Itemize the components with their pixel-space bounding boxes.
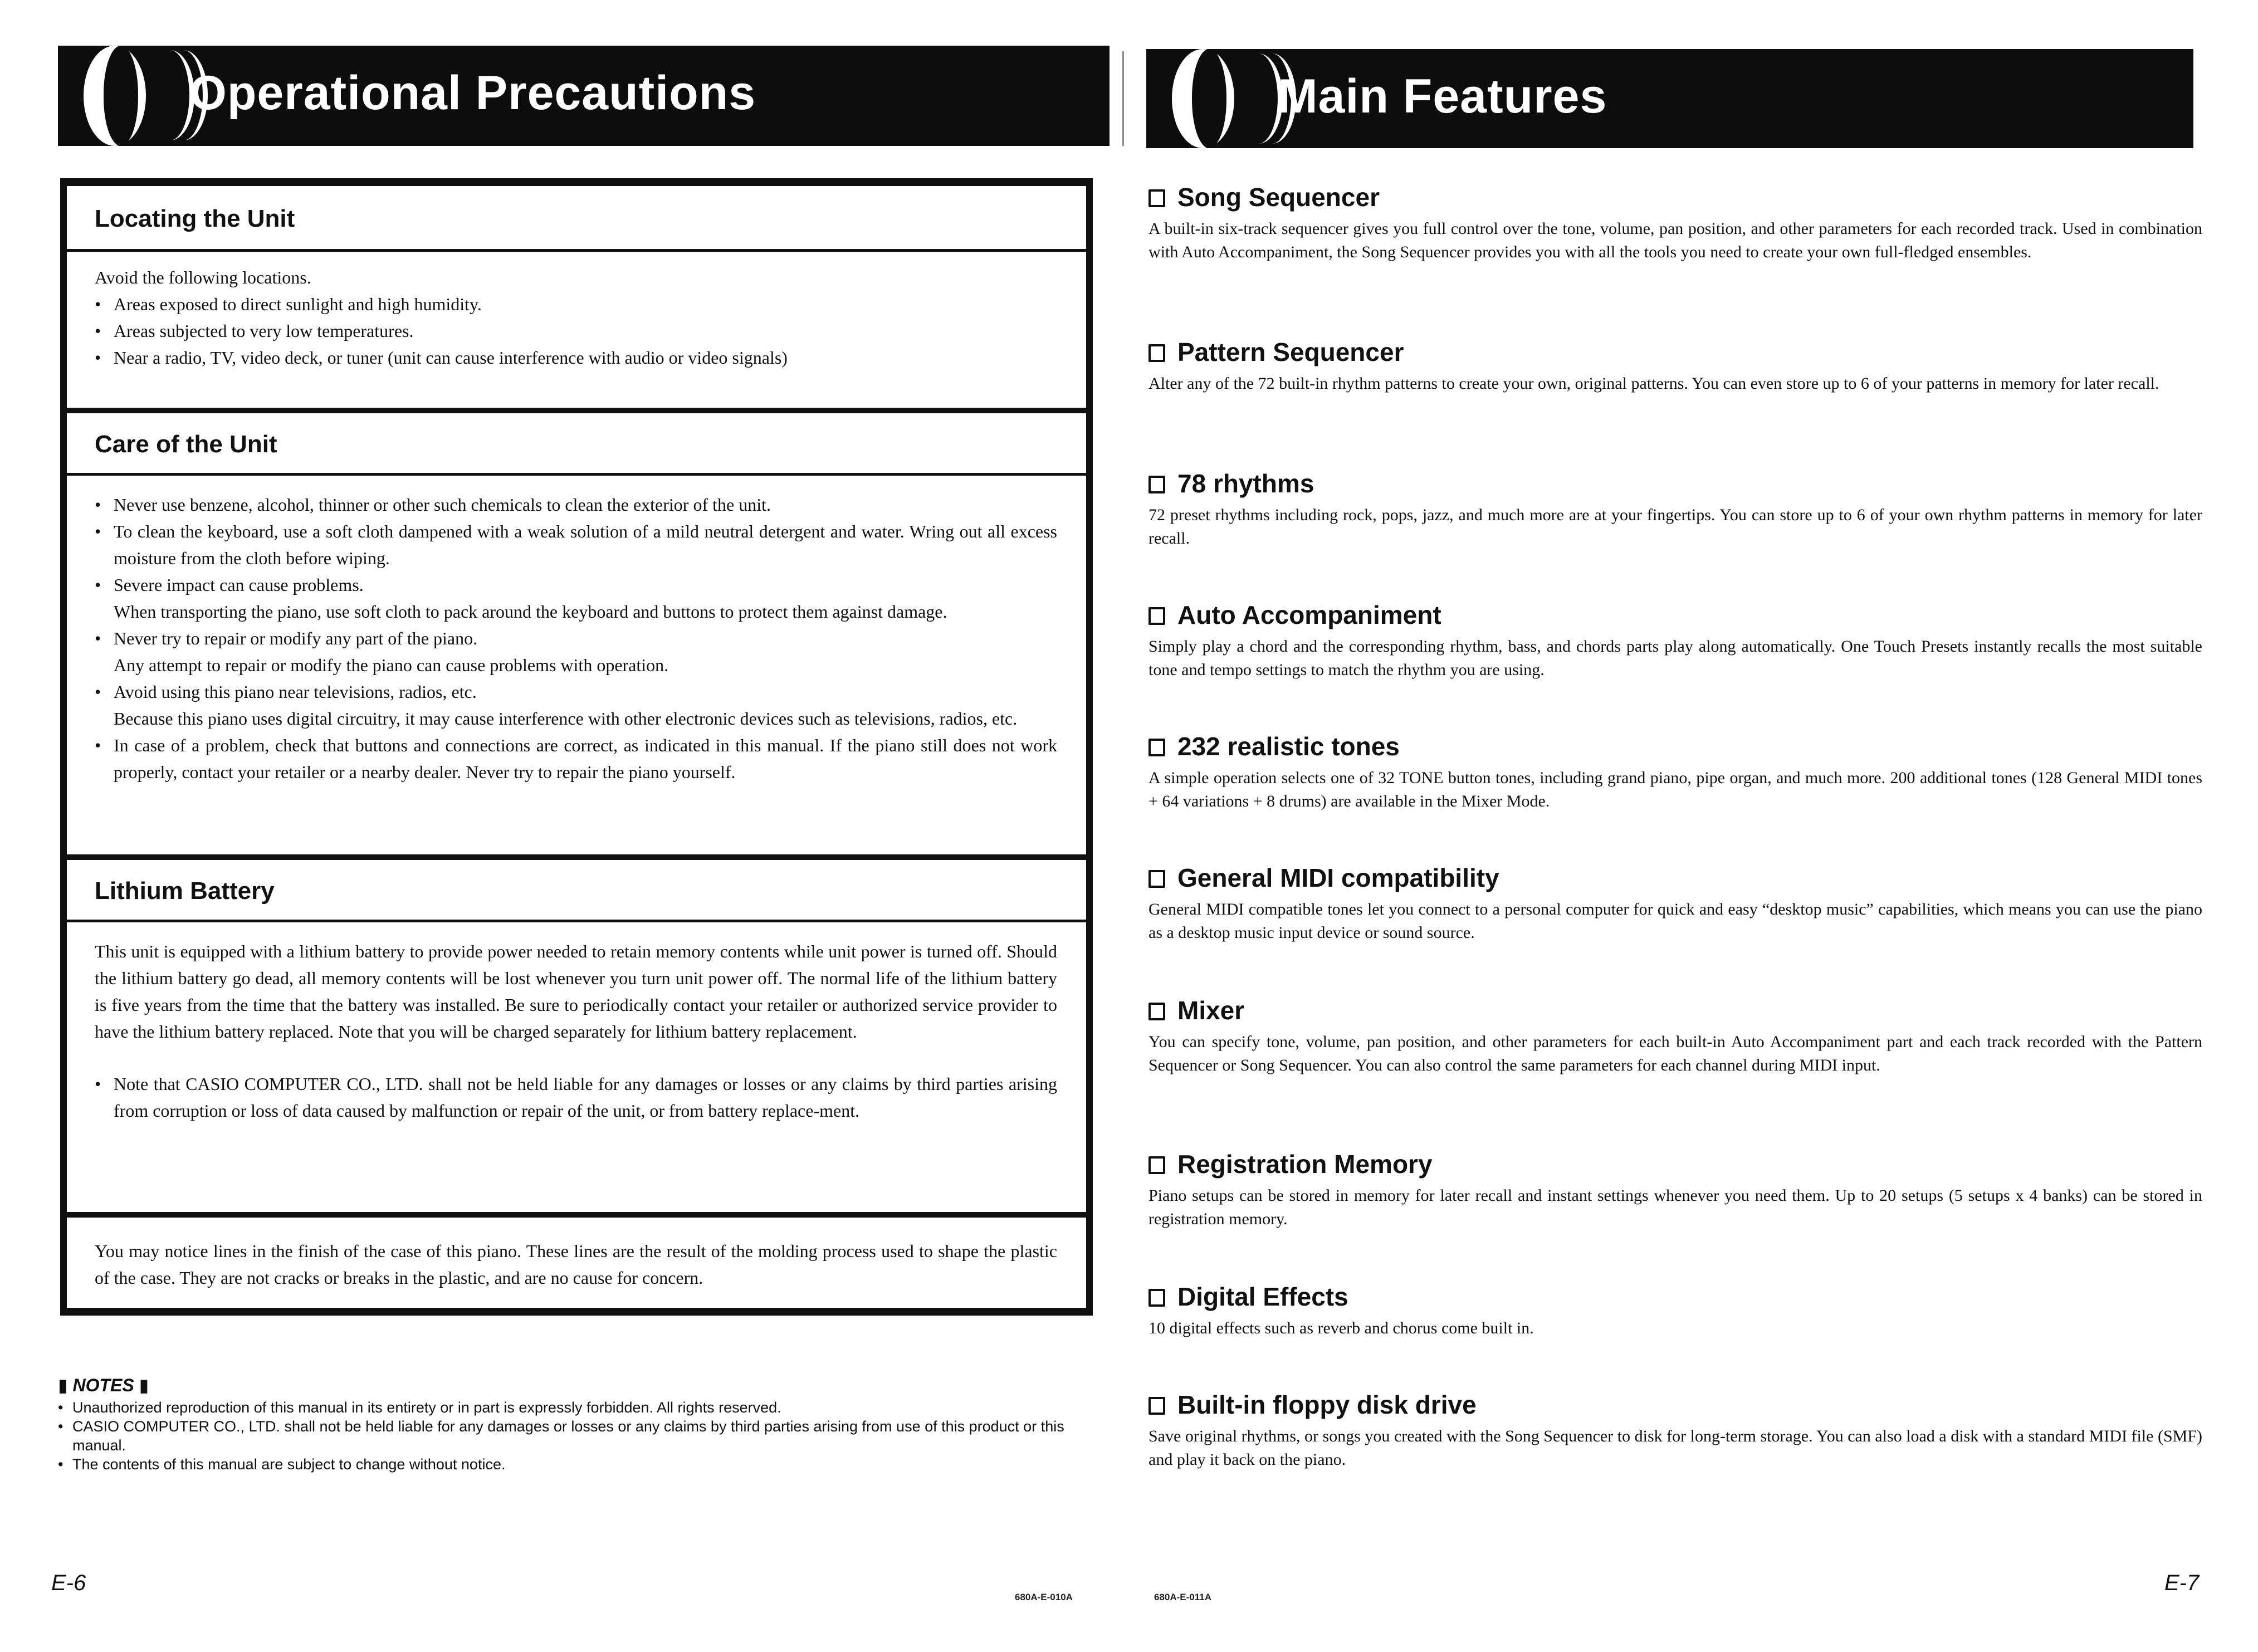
care-item-text: Never try to repair or modify any part of the piano. [114,628,478,648]
feature-title [1148,995,2202,1026]
feature-title-text: Song Sequencer [1177,183,1380,212]
care-item-text: In case of a problem, check that buttons and connections are correct, as indicated in this manual. If the piano still does not work properly, contact your retailer or a nearby dealer. Never try to repair the piano yourself. [114,735,1057,782]
feature-description: A built-in six-track sequencer gives you full control over the tone, volume, pan position, and other parameters for each recorded track. Used in combination with Auto Accompaniment, the Song Sequencer provides you with all the tools you need to create your own full-fledged ensembles. [1148,219,2202,261]
feature-auto-accompaniment [1148,599,2202,682]
feature-78-rhythms [1148,468,2202,550]
feature-title [1148,182,2202,213]
feature-floppy-disk-drive [1148,1389,2202,1472]
list-item: • The contents of this manual are subject to change without notice. [58,1455,1105,1474]
feature-description: 72 preset rhythms including rock, pops, jazz, and much more are at your fingertips. You can store up to 6 of your own rhythm patterns in memory for later recall. [1148,506,2202,548]
section-body-finish [67,1238,1086,1291]
care-item-text: Severe impact can cause problems. [114,575,364,595]
notes-heading: ▮ NOTES ▮ [58,1375,149,1395]
section-body-locating [67,264,1086,371]
checkbox-square-icon [1148,344,1165,362]
feature-title [1148,862,2202,893]
feature-title [1148,336,2202,368]
feature-registration-memory [1148,1148,2202,1231]
checkbox-square-icon [1148,607,1165,625]
feature-title [1148,468,2202,499]
care-item-continuation: Any attempt to repair or modify the piano can cause problems with operation. [114,655,669,675]
list-item [95,678,1057,732]
section-divider [67,1212,1086,1218]
battery-paragraph: This unit is equipped with a lithium battery to provide power needed to retain memory contents while unit power is turned off. Should the lithium battery go dead, all memory contents will be lost whenever you turn unit power off. The normal life of the lithium battery is five years from the time that the battery was installed. Be sure to periodically contact your retailer or authorized service provider to have the lithium battery replaced. Note that you will be charged separately for lithium battery replacement. [95,941,1057,1042]
feature-title [1148,1281,2202,1312]
feature-title-text: Digital Effects [1177,1282,1348,1311]
feature-description: General MIDI compatible tones let you connect to a personal computer for quick and easy “desktop music” capabilities, which means you can use the piano as a desktop music input device or sound source. [1148,900,2202,942]
feature-title-text: Auto Accompaniment [1177,600,1441,629]
gutter-mark [1122,51,1124,146]
locating-intro: Avoid the following locations. [95,267,311,287]
section-title-locating: Locating the Unit [67,186,1086,252]
feature-description: Piano setups can be stored in memory for later recall and instant settings whenever you need them. Up to 20 setups (5 setups x 4 banks) can be stored in registration memory. [1148,1186,2202,1228]
section-title-battery: Lithium Battery [67,860,1086,922]
section-body-battery [67,938,1086,1124]
feature-title [1148,731,2202,762]
feature-title-text: 232 realistic tones [1177,732,1400,761]
list-item [95,625,1057,678]
battery-note-list [95,1071,1057,1124]
header-banner-operational-precautions [58,46,1110,146]
feature-mixer [1148,995,2202,1077]
feature-title [1148,1389,2202,1420]
list-item: • Near a radio, TV, video deck, or tuner (unit can cause interference with audio or video signals) [95,344,1057,371]
feature-description: Alter any of the 72 built-in rhythm patterns to create your own, original patterns. You can even store up to 6 of your patterns in memory for later recall. [1148,374,2159,393]
checkbox-square-icon [1148,189,1165,207]
section-body-care [67,491,1086,785]
header-banner-main-features [1146,49,2193,148]
feature-title [1148,1148,2202,1180]
care-item-text: To clean the keyboard, use a soft cloth dampened with a weak solution of a mild neutral detergent and water. Wring out all excess moisture from the cloth before wiping. [114,521,1057,568]
feature-title-text: Mixer [1177,996,1245,1025]
checkbox-square-icon [1148,1003,1165,1020]
care-item-text: Avoid using this piano near televisions, radios, etc. [114,682,477,702]
feature-232-realistic-tones [1148,731,2202,813]
feature-description: You can specify tone, volume, pan position, and other parameters for each built-in Auto Accompaniment part and each track recorded with the Pattern Sequencer or Song Sequencer. You can also control the same parameters for each channel during MIDI input. [1148,1033,2202,1074]
feature-description: A simple operation selects one of 32 TONE button tones, including grand piano, pipe organ, and much more. 200 additional tones (128 General MIDI tones + 64 variations + 8 drums) are available in the Mixer Mode. [1148,769,2202,810]
care-item-continuation: Because this piano uses digital circuitry, it may cause interference with other electronic devices such as televisions, radios, etc. [114,708,1018,729]
care-list [95,491,1057,785]
notes-list [58,1398,1105,1474]
bracket-decoration-inner [1192,49,1226,148]
page-number: E-6 [51,1571,86,1595]
checkbox-square-icon [1148,739,1165,756]
page-title: Operational Precautions [189,66,756,120]
finish-paragraph: You may notice lines in the finish of the case of this piano. These lines are the result of the molding process used to shape the plastic of the case. They are not cracks or breaks in the plastic, and are no cause for concern. [95,1241,1057,1288]
feature-title-text: General MIDI compatibility [1177,863,1499,892]
feature-song-sequencer [1148,182,2202,264]
checkbox-square-icon [1148,476,1165,493]
section-title-care: Care of the Unit [67,413,1086,476]
list-item: • Areas exposed to direct sunlight and high humidity. [95,291,1057,317]
list-item [95,571,1057,625]
section-divider [67,854,1086,860]
feature-description: 10 digital effects such as reverb and chorus come built in. [1148,1319,1534,1337]
feature-title [1148,599,2202,631]
page-number: E-7 [2164,1571,2200,1595]
precautions-frame [60,178,1093,1316]
notes-block [58,1376,1105,1474]
list-item [95,491,1057,518]
checkbox-square-icon [1148,1397,1165,1415]
care-item-text: Never use benzene, alcohol, thinner or other such chemicals to clean the exterior of the unit. [114,495,771,515]
page-title: Main Features [1278,70,1607,123]
list-item [95,732,1057,785]
list-item: • CASIO COMPUTER CO., LTD. shall not be held liable for any damages or losses or any claims by third parties arising from use of this product or this manual. [58,1417,1105,1455]
feature-description: Simply play a chord and the corresponding rhythm, bass, and chords parts play along automatically. One Touch Presets instantly recalls the most suitable tone and tempo settings to match the rhythm you are using. [1148,637,2202,679]
feature-description: Save original rhythms, or songs you created with the Song Sequencer to disk for long-term storage. You can also load a disk with a standard MIDI file (SMF) and play it back on the piano. [1148,1427,2202,1469]
feature-title-text: 78 rhythms [1177,469,1314,498]
feature-general-midi-compatibility [1148,862,2202,945]
feature-pattern-sequencer [1148,336,2202,395]
feature-title-text: Registration Memory [1177,1150,1433,1179]
checkbox-square-icon [1148,870,1165,888]
feature-title-text: Pattern Sequencer [1177,338,1404,366]
feature-title-text: Built-in floppy disk drive [1177,1390,1477,1419]
care-item-continuation: When transporting the piano, use soft cloth to pack around the keyboard and buttons to protect them against damage. [114,602,947,622]
section-divider [67,408,1086,413]
print-code: 680A-E-010A [1015,1592,1073,1602]
list-item: • Areas subjected to very low temperatures. [95,317,1057,344]
checkbox-square-icon [1148,1289,1165,1307]
list-item: • Unauthorized reproduction of this manual in its entirety or in part is expressly forbidden. All rights reserved. [58,1398,1105,1417]
print-code: 680A-E-011A [1154,1592,1212,1602]
notes-heading-text: NOTES [72,1375,134,1395]
checkbox-square-icon [1148,1156,1165,1174]
feature-digital-effects [1148,1281,2202,1340]
locating-list [95,291,1057,371]
list-item: • Note that CASIO COMPUTER CO., LTD. shall not be held liable for any damages or losses or any claims by third parties arising from corruption or loss of data caused by malfunction or repair of the unit, or from battery replace-ment. [95,1071,1057,1124]
bracket-decoration-inner [104,46,138,146]
list-item [95,518,1057,571]
